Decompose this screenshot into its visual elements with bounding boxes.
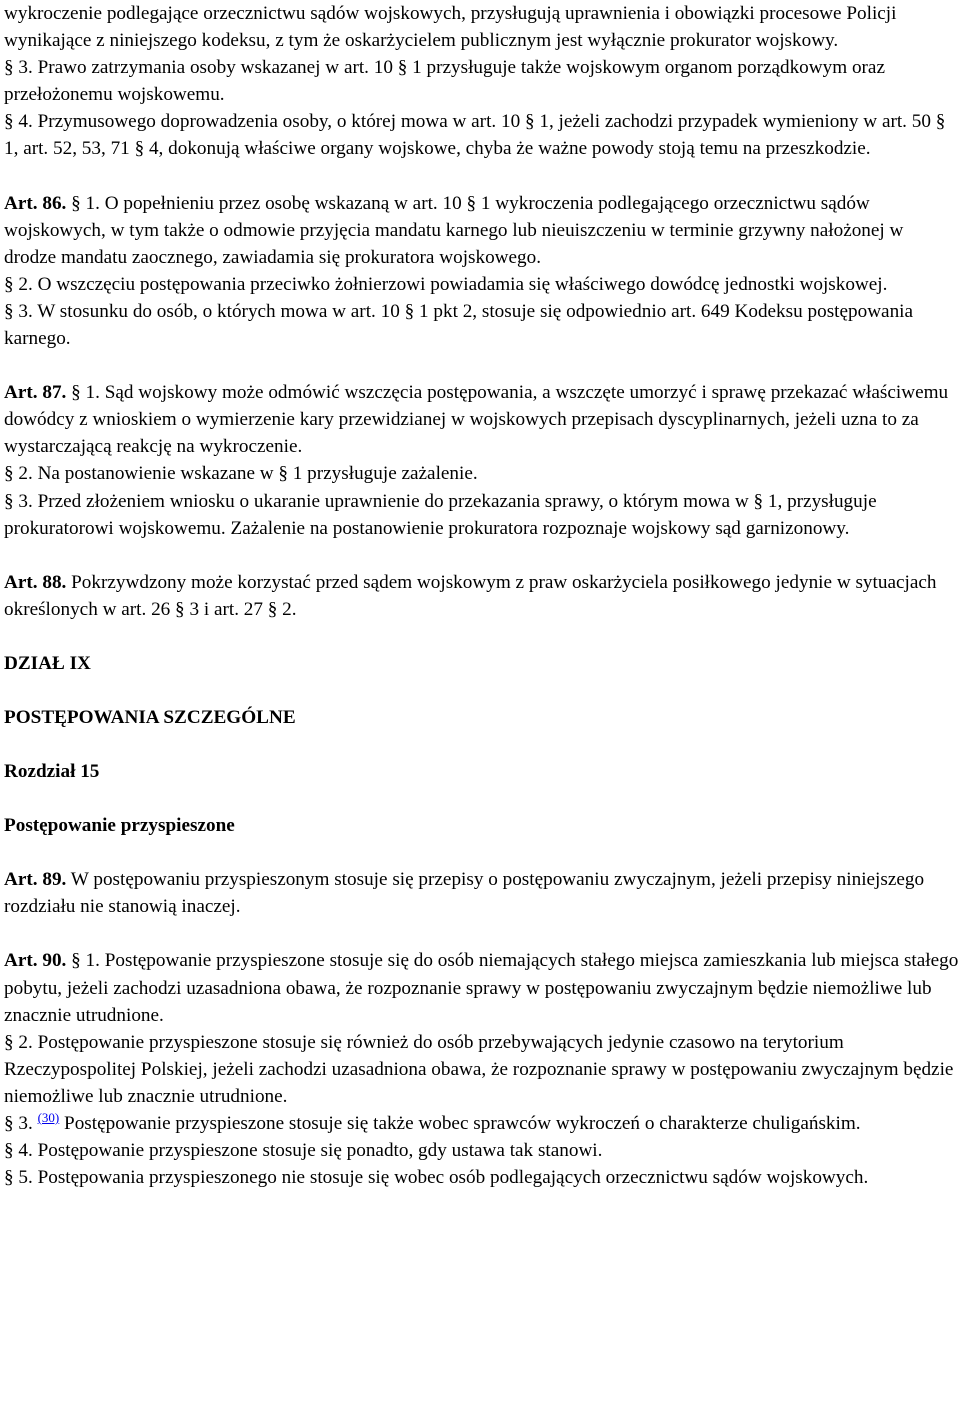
footnote-link[interactable]: (30): [37, 1110, 60, 1125]
art-87-paragraph-2: § 2. Na postanowienie wskazane w § 1 przysługuje zażalenie.: [4, 463, 478, 485]
paragraph-number: § 4.: [4, 111, 33, 133]
paragraph-number: § 2.: [4, 463, 33, 485]
paragraph-number: § 3.: [4, 490, 33, 512]
art-86-paragraph-1: Art. 86. § 1. O popełnieniu przez osobę wskazaną w art. 10 § 1 wykroczenia podlegającego orzecznictwu sądów wojskowych, w tym także o odmowie przyjęcia mandatu karnego lub nieuiszczeniu w terminie grzywny nałożonej w drodze mandatu zaocznego, zawiadamia się prokuratora wojskowego.: [4, 192, 904, 268]
chapter-title: Postępowanie przyspieszone: [4, 815, 235, 837]
art-87-paragraph-3: § 3. Przed złożeniem wniosku o ukaranie uprawnienie do przekazania sprawy, o którym mowa w § 1, przysługuje prokuratorowi wojskowemu. Zażalenie na postanowienie prokuratora rozpoznaje wojskowy sąd garnizonowy.: [4, 490, 877, 539]
art-88: Art. 88. Pokrzywdzony może korzystać przed sądem wojskowym z praw oskarżyciela posiłkowego jedynie w sytuacjach określonych w art. 26 § 3 i art. 27 § 2.: [4, 571, 937, 620]
article-label: Art. 89.: [4, 869, 67, 891]
paragraph-number: § 3.: [4, 57, 33, 79]
article-label: Art. 87.: [4, 382, 67, 404]
paragraph-number: § 1.: [66, 192, 100, 214]
paragraph-number: § 4.: [4, 1140, 33, 1162]
paragraph-number: § 3.: [4, 1113, 33, 1134]
art-90-paragraph-4: § 4. Postępowanie przyspieszone stosuje się ponadto, gdy ustawa tak stanowi.: [4, 1140, 603, 1162]
article-label: Art. 86.: [4, 192, 67, 214]
division-title: POSTĘPOWANIA SZCZEGÓLNE: [4, 706, 296, 728]
intro-paragraph-continued: wykroczenie podlegające orzecznictwu sądów wojskowych, przysługują uprawnienia i obowiązki procesowe Policji wynikające z niniejszego kodeksu, z tym że oskarżycielem publicznym jest wyłącznie prokurator wojskowy.: [4, 3, 897, 52]
art-90-paragraph-1: Art. 90. § 1. Postępowanie przyspieszone stosuje się do osób niemających stałego miejsca zamieszkania lub miejsca stałego pobytu, jeżeli zachodzi uzasadniona obawa, że rozpoznanie sprawy w postępowaniu zwyczajnym będzie niemożliwe lub znacznie utrudnione.: [4, 950, 959, 1026]
paragraph-number: § 2.: [4, 1031, 33, 1053]
paragraph-number: § 5.: [4, 1167, 33, 1189]
art-90-paragraph-3: § 3. $^{(30)}$ Postępowanie przyspieszone stosuje się także wobec sprawców wykroczeń o charakterze chuligańskim.: [4, 1110, 861, 1134]
art-89: Art. 89. W postępowaniu przyspieszonym stosuje się przepisy o postępowaniu zwyczajnym, jeżeli przepisy niniejszego rozdziału nie stanowią inaczej.: [4, 869, 925, 918]
division-heading: DZIAŁ IX: [4, 652, 91, 674]
intro-paragraph-4: § 4. Przymusowego doprowadzenia osoby, o której mowa w art. 10 § 1, jeżeli zachodzi przypadek wymieniony w art. 50 § 1, art. 52, 53, 71 § 4, dokonują właściwe organy wojskowe, chyba że ważne powody stoją temu na przeszkodzie.: [4, 111, 946, 160]
paragraph-number: § 2.: [4, 273, 33, 295]
article-label: Art. 88.: [4, 571, 67, 593]
art-86-paragraph-2: § 2. O wszczęciu postępowania przeciwko żołnierzowi powiadamia się właściwego dowódcę jednostki wojskowej.: [4, 273, 888, 295]
chapter-heading: Rozdział 15: [4, 761, 100, 783]
paragraph-number: § 1.: [66, 382, 100, 404]
art-86-paragraph-3: § 3. W stosunku do osób, o których mowa w art. 10 § 1 pkt 2, stosuje się odpowiednio art. 649 Kodeksu postępowania karnego.: [4, 300, 914, 350]
art-90-paragraph-2: § 2. Postępowanie przyspieszone stosuje się również do osób przebywających jedynie czasowo na terytorium Rzeczypospolitej Polskiej, jeżeli zachodzi uzasadniona obawa, że rozpoznanie sprawy w postępowaniu zwyczajnym będzie niemożliwe lub znacznie utrudnione.: [4, 1031, 954, 1107]
paragraph-number: § 3.: [4, 300, 33, 322]
art-87-paragraph-1: Art. 87. § 1. Sąd wojskowy może odmówić wszczęcia postępowania, a wszczęte umorzyć i sprawę przekazać właściwemu dowódcy z wnioskiem o wymierzenie kary przewidzianej w wojskowych przepisach dyscyplinarnych, jeżeli uzna to za wystarczającą reakcję na wykroczenie.: [4, 382, 949, 458]
article-label: Art. 90.: [4, 950, 67, 972]
art-90-paragraph-5: § 5. Postępowania przyspieszonego nie stosuje się wobec osób podlegających orzecznictwu sądów wojskowych.: [4, 1167, 869, 1189]
intro-paragraph-3: § 3. Prawo zatrzymania osoby wskazanej w art. 10 § 1 przysługuje także wojskowym organom porządkowym oraz przełożonemu wojskowemu.: [4, 57, 885, 106]
paragraph-number: § 1.: [66, 950, 100, 972]
